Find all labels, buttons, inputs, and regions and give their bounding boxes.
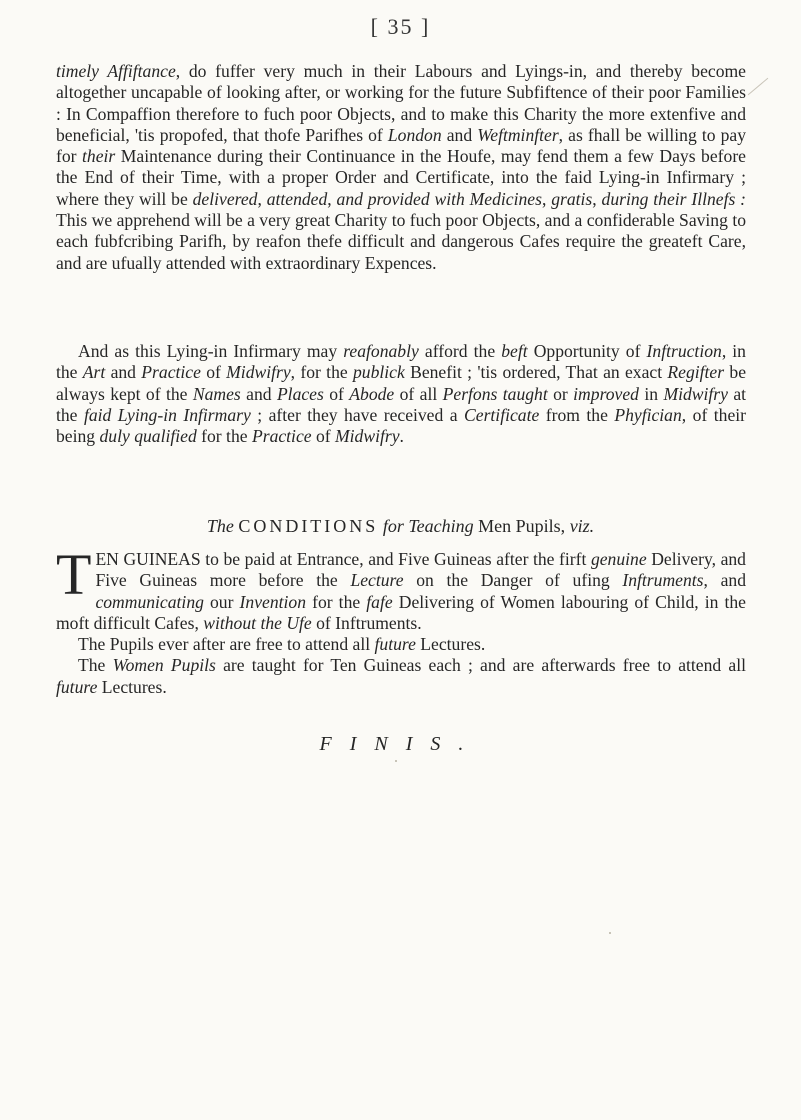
text-run: , bbox=[327, 188, 337, 209]
italic-run: beft bbox=[501, 341, 528, 361]
italic-run: fafe bbox=[366, 591, 393, 612]
paper-crease-mark bbox=[748, 78, 769, 95]
italic-run: duly qualified bbox=[99, 426, 197, 447]
italic-run: Inftruments bbox=[622, 570, 704, 591]
text-run: from the bbox=[539, 404, 615, 425]
italic-run: delivered bbox=[192, 188, 258, 209]
italic-run: for bbox=[378, 516, 409, 536]
italic-run: Art bbox=[82, 362, 106, 383]
paragraph-text bbox=[56, 655, 746, 698]
text-run: Lectures. bbox=[97, 676, 167, 697]
text-run: of bbox=[323, 383, 350, 404]
paragraph-text bbox=[56, 634, 746, 655]
text-run: ; after they have received a bbox=[250, 404, 465, 425]
italic-run: without the Ufe bbox=[203, 612, 312, 633]
italic-run: their bbox=[82, 146, 116, 167]
text-run: , do fuffer very much in their Labours and Lyings-in, and thereby become altogether uncapable of looking after, or working for the future Subfiftence of their poor Families : In Compaffion therefore to fuch poor Objects, and to make this Charity the more extenfive and beneficial, 'tis propofed, that thofe Parifhes of bbox=[56, 61, 746, 145]
italic-run: timely Affiftance bbox=[56, 61, 176, 81]
italic-run: The bbox=[206, 516, 239, 536]
paragraph-text bbox=[56, 341, 746, 447]
italic-run: Weftminfter bbox=[477, 124, 559, 145]
italic-run: Practice bbox=[141, 362, 201, 383]
italic-run: Midwifry bbox=[335, 426, 400, 447]
text-run: Lectures. bbox=[415, 634, 486, 655]
text-run: for the bbox=[306, 591, 367, 612]
text-run: Delivering of Women labouring of Child, in the moft difficult Cafes, bbox=[56, 591, 746, 633]
italic-run: viz. bbox=[569, 516, 595, 536]
italic-run: genuine bbox=[590, 549, 647, 569]
text-run: of Inftruments. bbox=[311, 612, 422, 633]
text-run: Benefit ; 'tis ordered, That an exact bbox=[404, 362, 668, 383]
text-run: our bbox=[203, 591, 240, 612]
paragraph-lying-in-parishes bbox=[56, 61, 746, 274]
italic-run: improved bbox=[573, 383, 639, 404]
paragraph-conditions bbox=[56, 542, 746, 698]
italic-run: Phyfician bbox=[614, 404, 682, 425]
text-run: The bbox=[78, 655, 113, 676]
italic-run: Women Pupils bbox=[112, 655, 216, 676]
paragraph-text bbox=[56, 542, 746, 634]
caps-run: CONDITIONS bbox=[238, 516, 379, 536]
text-run: be always kept of the bbox=[56, 362, 746, 404]
text-run: The Pupils ever after are free to attend all bbox=[78, 634, 375, 655]
text-run: and bbox=[105, 362, 142, 383]
text-run: of bbox=[200, 362, 227, 383]
text-run: of bbox=[311, 426, 336, 447]
italic-run: during their Illnefs : bbox=[601, 188, 747, 209]
text-run: Opportunity of bbox=[527, 341, 647, 361]
text-run: on the Danger of ufing bbox=[403, 570, 623, 591]
text-run: Men Pupils, bbox=[473, 516, 570, 536]
paragraph-register-of-pupils bbox=[56, 341, 746, 447]
text-run: afford the bbox=[418, 341, 502, 361]
text-run: of all bbox=[394, 383, 443, 404]
italic-run: communicating bbox=[95, 591, 204, 612]
text-run: . bbox=[399, 426, 404, 447]
italic-run: Abode bbox=[349, 383, 395, 404]
italic-run: gratis bbox=[551, 188, 593, 209]
italic-run: Perfons taught bbox=[442, 383, 548, 404]
text-run: Delivery, and Five Guineas more before the bbox=[95, 549, 746, 591]
text-run: This we apprehend will be a very great Charity to fuch poor Objects, and a confiderable Saving to each fubfcribing Parifh, by reafon thefe difficult and dangerous Cafes require the greateft Care, and are ufually attended with extraordinary Expences. bbox=[56, 210, 746, 273]
italic-run: Practice bbox=[251, 426, 312, 447]
text-run: and bbox=[441, 124, 478, 145]
text-run: , bbox=[257, 188, 267, 209]
text-run: for the bbox=[196, 426, 252, 447]
italic-run: Places bbox=[276, 383, 324, 404]
italic-run: reafonably bbox=[343, 341, 419, 361]
text-run: are taught for Ten Guineas each ; and are afterwards free to attend all bbox=[215, 655, 746, 676]
text-run: , in the bbox=[56, 341, 746, 383]
italic-run: Invention bbox=[239, 591, 306, 612]
italic-run: Certificate bbox=[464, 404, 540, 425]
text-run: , of their being bbox=[56, 404, 746, 447]
drop-cap: T bbox=[56, 542, 92, 607]
italic-run: future bbox=[56, 676, 98, 697]
paper-speck bbox=[609, 932, 611, 934]
italic-run: faid Lying-in Infirmary bbox=[83, 404, 251, 425]
text-run: Maintenance during their Continuance in the Houfe, may fend them a few Days before the End of their Time, with a proper Order and Certificate, into the faid Lying-in Infirmary ; where they will be bbox=[56, 146, 746, 209]
italic-run: Midwifry bbox=[663, 383, 728, 404]
italic-run: publick bbox=[352, 362, 405, 383]
italic-run: London bbox=[387, 124, 442, 145]
paper-speck bbox=[395, 760, 397, 762]
text-run: , as fhall be willing to pay for bbox=[56, 124, 746, 167]
italic-run: future bbox=[374, 634, 416, 655]
italic-run: Inftruction bbox=[646, 341, 722, 361]
text-run: , for the bbox=[290, 362, 353, 383]
finis-colophon: FINIS. bbox=[319, 733, 482, 755]
text-run: , bbox=[541, 188, 552, 209]
text-run: at the bbox=[56, 383, 747, 425]
italic-run: attended bbox=[266, 188, 328, 209]
text-run: and bbox=[240, 383, 277, 404]
paragraph-text bbox=[56, 61, 746, 274]
text-run: or bbox=[547, 383, 574, 404]
italic-run: Midwifry bbox=[226, 362, 291, 383]
text-run: EN GUINEAS to be paid at Entrance, and Five Guineas after the firft bbox=[95, 549, 591, 569]
text-run: , bbox=[592, 188, 602, 209]
italic-run: Lecture bbox=[350, 570, 404, 591]
conditions-heading bbox=[0, 516, 801, 537]
italic-run: Teaching bbox=[408, 516, 474, 536]
text-run: in bbox=[638, 383, 664, 404]
text-run: , and bbox=[703, 570, 746, 591]
italic-run: and provided with Medicines bbox=[336, 188, 542, 209]
italic-run: Names bbox=[192, 383, 241, 404]
italic-run: Regifter bbox=[667, 362, 725, 383]
page-number-header: [ 35 ] bbox=[370, 14, 431, 39]
text-run: And as this Lying-in Infirmary may bbox=[78, 341, 344, 361]
